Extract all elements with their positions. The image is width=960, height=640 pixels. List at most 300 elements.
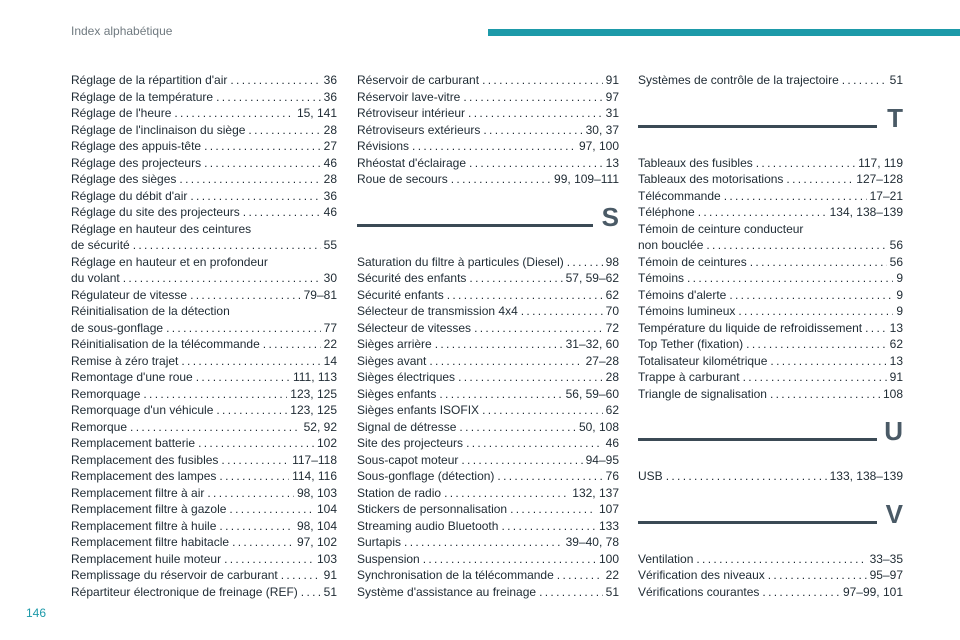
index-entry-page[interactable]: 30, 37 — [585, 122, 619, 137]
index-entry-page[interactable]: 14 — [323, 353, 337, 368]
index-entry — [357, 122, 619, 139]
index-entry-label: Triangle de signalisation — [638, 386, 767, 401]
index-entry — [638, 171, 903, 188]
index-entry-page[interactable]: 28 — [323, 172, 337, 186]
index-entry-page[interactable]: 98, 103 — [296, 485, 337, 500]
dot-leader — [469, 270, 562, 287]
index-entry-page[interactable]: 91 — [889, 370, 903, 384]
index-entry-label: Tableaux des motorisations — [638, 172, 784, 186]
index-entry-page[interactable]: 27–28 — [585, 353, 619, 368]
dot-leader — [750, 254, 887, 271]
index-entry-label: Télécommande — [638, 188, 721, 203]
index-entry — [638, 336, 903, 353]
entry-list — [71, 72, 337, 600]
index-entry-page[interactable]: 36 — [323, 188, 337, 203]
dot-leader — [698, 204, 827, 221]
index-entry — [357, 386, 619, 403]
index-entry-label: Remorque — [71, 419, 128, 434]
section-rule — [638, 125, 877, 128]
dot-leader — [501, 518, 596, 535]
dot-leader — [179, 171, 320, 188]
index-entry — [638, 551, 903, 568]
index-entry — [638, 237, 903, 254]
index-entry-label: Régulateur de vitesse — [71, 287, 188, 302]
index-entry-page[interactable]: 79–81 — [303, 287, 337, 302]
dot-leader — [706, 237, 886, 254]
dot-leader — [510, 501, 596, 518]
entry-list — [357, 254, 619, 601]
section-header-u — [638, 412, 903, 460]
dot-leader — [190, 287, 301, 304]
index-entry-label: Témoin de ceintures — [638, 254, 747, 269]
index-entry-label: Téléphone — [638, 205, 695, 219]
index-entry-label: Sous-gonflage (détection) — [357, 469, 495, 483]
dot-leader — [219, 468, 289, 485]
index-entry-page[interactable]: 117, 119 — [858, 155, 903, 170]
dot-leader — [770, 386, 880, 403]
index-entry — [638, 369, 903, 386]
dot-leader — [687, 270, 893, 287]
index-entry-page[interactable]: 117–118 — [292, 452, 337, 467]
index-entry-label: Répartiteur électronique de freinage (REF) — [71, 584, 298, 599]
section-rule — [638, 521, 877, 524]
section-header-t — [638, 99, 903, 147]
index-entry-label: Réglage de la répartition d'air — [71, 73, 228, 87]
index-entry-label: Sélecteur de vitesses — [357, 320, 472, 335]
index-entry-page[interactable]: 46 — [605, 436, 619, 450]
dot-leader — [439, 386, 562, 403]
index-entry-label: Streaming audio Bluetooth — [357, 518, 499, 533]
index-entry-page[interactable]: 107 — [598, 502, 619, 516]
dot-leader — [243, 204, 321, 221]
index-entry-label: Sécurité enfants — [357, 287, 444, 302]
entry-list — [638, 155, 903, 403]
index-entry — [71, 188, 337, 205]
index-entry — [71, 204, 337, 221]
index-entry — [638, 287, 903, 304]
index-entry — [71, 551, 337, 568]
index-entry-label: Remplacement filtre à huile — [71, 518, 217, 533]
index-entry-label: Sièges enfants — [357, 386, 437, 401]
index-entry-page[interactable]: 51 — [605, 584, 619, 599]
index-entry-label: Remplacement des fusibles — [71, 452, 219, 467]
index-entry — [638, 584, 903, 601]
index-entry-label: Réglage de la température — [71, 89, 214, 104]
index-entry — [357, 171, 619, 188]
index-entry-label: Remplacement huile moteur — [71, 551, 222, 566]
index-entry-page[interactable]: 22 — [323, 337, 337, 351]
index-entry-label: Remplacement batterie — [71, 436, 196, 450]
dot-leader — [435, 336, 563, 353]
dot-leader — [143, 386, 287, 403]
page-number: 146 — [26, 606, 47, 620]
index-entry — [357, 138, 619, 155]
index-entry-label: Sièges enfants ISOFIX — [357, 403, 480, 417]
index-entry-page[interactable]: 123, 125 — [290, 386, 337, 401]
dot-leader — [130, 419, 301, 436]
dot-leader — [743, 369, 887, 386]
index-entry-label: de sécurité — [71, 238, 130, 252]
index-column-3 — [638, 72, 903, 600]
dot-leader — [423, 551, 596, 568]
dot-leader — [557, 567, 603, 584]
index-entry-page[interactable]: 100 — [598, 551, 619, 566]
index-entry — [357, 518, 619, 535]
index-entry — [71, 452, 337, 469]
index-entry-label: Sélecteur de transmission 4x4 — [357, 304, 518, 318]
index-entry — [638, 204, 903, 221]
index-entry — [357, 320, 619, 337]
index-entry — [357, 551, 619, 568]
index-entry-page[interactable]: 13 — [889, 320, 903, 335]
index-entry — [71, 287, 337, 304]
index-entry-page[interactable]: 9 — [896, 271, 903, 285]
index-entry-page[interactable]: 133 — [598, 518, 619, 533]
dot-leader — [404, 534, 563, 551]
index-entry — [71, 518, 337, 535]
index-entry — [71, 534, 337, 551]
index-entry-page[interactable]: 22 — [605, 568, 619, 582]
index-entry — [638, 320, 903, 337]
index-entry-page[interactable]: 46 — [323, 205, 337, 219]
index-entry-page[interactable]: 97–99, 101 — [842, 584, 903, 599]
dot-leader — [482, 402, 603, 419]
index-entry-label: USB — [638, 469, 663, 483]
dot-leader — [207, 485, 294, 502]
index-entry-label: Synchronisation de la télécommande — [357, 568, 554, 582]
entry-list — [638, 551, 903, 601]
section-letter: S — [601, 201, 619, 232]
index-entry-label: Rétroviseurs extérieurs — [357, 122, 481, 137]
index-entry-page[interactable]: 51 — [323, 584, 337, 599]
index-entry-page[interactable]: 9 — [896, 287, 903, 302]
index-entry-page[interactable]: 95–97 — [869, 568, 903, 582]
index-entry — [357, 567, 619, 584]
dot-leader — [842, 72, 887, 89]
index-entry — [357, 353, 619, 370]
dot-leader — [133, 237, 321, 254]
index-entry-page[interactable]: 132, 137 — [572, 485, 619, 500]
index-entry-label: Totalisateur kilométrique — [638, 353, 768, 368]
index-entry-label: Station de radio — [357, 485, 442, 500]
index-entry-page[interactable]: 104 — [316, 502, 337, 516]
index-entry-label: Remplacement filtre à air — [71, 485, 205, 500]
index-entry-page[interactable]: 114, 116 — [292, 469, 337, 483]
dot-leader — [746, 336, 886, 353]
dot-leader — [539, 584, 603, 601]
index-entry-page[interactable]: 56 — [889, 238, 903, 252]
index-entry-page[interactable]: 133, 138–139 — [829, 469, 903, 483]
index-entry-page[interactable]: 77 — [323, 320, 337, 335]
index-entry-label: Top Tether (fixation) — [638, 337, 744, 351]
dot-leader — [497, 468, 602, 485]
index-entry-page[interactable]: 108 — [882, 386, 903, 401]
dot-leader — [729, 287, 893, 304]
index-entry-page[interactable]: 36 — [323, 89, 337, 104]
index-entry-label: Remorquage d'un véhicule — [71, 403, 214, 417]
index-entry-label: Témoins lumineux — [638, 304, 736, 318]
section-letter: U — [884, 416, 903, 446]
index-entry-label: Révisions — [357, 139, 410, 153]
index-entry-page[interactable]: 97 — [605, 89, 619, 104]
index-entry — [71, 138, 337, 155]
index-entry — [638, 188, 903, 205]
index-entry-label: Site des projecteurs — [357, 436, 464, 450]
index-entry-label: Réglage des sièges — [71, 172, 177, 186]
index-entry-page[interactable]: 30 — [323, 271, 337, 285]
index-entry — [357, 303, 619, 320]
index-entry-page[interactable]: 50, 108 — [578, 419, 619, 434]
index-entry-page[interactable]: 70 — [605, 304, 619, 318]
index-entry-page[interactable]: 91 — [323, 568, 337, 582]
index-entry — [71, 155, 337, 172]
index-entry-page[interactable]: 97, 102 — [296, 535, 337, 549]
index-entry — [71, 270, 337, 287]
dot-leader — [447, 287, 603, 304]
index-entry — [638, 254, 903, 271]
index-entry-label: Remplacement filtre habitacle — [71, 535, 230, 549]
index-entry-page[interactable]: 98 — [605, 254, 619, 269]
index-entry-page[interactable]: 72 — [605, 320, 619, 335]
index-entry-page[interactable]: 46 — [323, 155, 337, 170]
index-entry-page[interactable]: 102 — [316, 436, 337, 450]
index-entry-label: non bouclée — [638, 238, 704, 252]
dot-leader — [263, 336, 321, 353]
section-rule — [357, 224, 593, 227]
index-entry-label: Réglage des projecteurs — [71, 155, 202, 170]
index-entry-label: Remplissage du réservoir de carburant — [71, 568, 278, 582]
index-entry-label: du volant — [71, 271, 120, 285]
entry-list — [638, 468, 903, 485]
index-entry — [71, 105, 337, 122]
index-entry-label: Tableaux des fusibles — [638, 155, 753, 170]
index-entry-label: Remorquage — [71, 386, 141, 401]
index-entry-page[interactable]: 62 — [605, 287, 619, 302]
index-entry-page[interactable]: 99, 109–111 — [554, 172, 619, 186]
index-entry-page[interactable]: 33–35 — [869, 551, 903, 566]
index-entry-page[interactable]: 13 — [605, 155, 619, 170]
index-entry-page[interactable]: 123, 125 — [290, 403, 337, 417]
index-entry-page[interactable]: 91 — [605, 73, 619, 87]
index-entry — [357, 485, 619, 502]
index-entry-page[interactable]: 62 — [889, 337, 903, 351]
dot-leader — [123, 270, 321, 287]
index-entry-label: Signal de détresse — [357, 419, 457, 434]
index-entry-label: Réglage des appuis-tête — [71, 139, 202, 153]
index-entry-page[interactable]: 28 — [323, 122, 337, 137]
index-column-1 — [71, 72, 337, 600]
index-entry — [71, 419, 337, 436]
index-entry-label: Ventilation — [638, 551, 694, 566]
dot-leader — [174, 105, 294, 122]
index-entry-label: Sièges électriques — [357, 370, 456, 384]
dot-leader — [248, 122, 320, 139]
index-entry-label: Témoins — [638, 271, 685, 285]
index-entry-label: Sièges avant — [357, 353, 427, 368]
dot-leader — [459, 419, 576, 436]
index-entry — [357, 270, 619, 287]
index-entry-page[interactable]: 127–128 — [856, 172, 903, 186]
dot-leader — [166, 320, 321, 337]
index-entry-page[interactable]: 94–95 — [585, 452, 619, 467]
dot-leader — [219, 518, 294, 535]
index-entry-page[interactable]: 52, 92 — [303, 419, 337, 434]
index-entry-label: Roue de secours — [357, 172, 448, 186]
index-entry-label: Systèmes de contrôle de la trajectoire — [638, 73, 839, 87]
dot-leader — [468, 105, 603, 122]
index-entry — [357, 105, 619, 122]
index-entry-label: Vérifications courantes — [638, 584, 760, 599]
index-entry-page[interactable]: 62 — [605, 403, 619, 417]
index-entry — [71, 386, 337, 403]
index-entry — [71, 72, 337, 89]
dot-leader — [567, 254, 603, 271]
dot-leader — [482, 72, 603, 89]
dot-leader — [190, 188, 320, 205]
dot-leader — [198, 435, 314, 452]
index-entry-label: Réservoir de carburant — [357, 73, 480, 87]
dot-leader — [451, 171, 551, 188]
dot-leader — [770, 353, 886, 370]
index-entry — [357, 72, 619, 89]
index-entry-label: Réinitialisation de la télécommande — [71, 337, 260, 351]
dot-leader — [221, 452, 289, 469]
dot-leader — [458, 369, 603, 386]
index-entry — [71, 353, 337, 370]
index-entry-page[interactable]: 31 — [605, 106, 619, 120]
dot-leader — [724, 188, 867, 205]
dot-leader — [429, 353, 582, 370]
index-entry-page[interactable]: 51 — [889, 73, 903, 87]
index-entry — [638, 353, 903, 370]
entry-list — [357, 72, 619, 188]
index-entry — [357, 369, 619, 386]
index-entry — [357, 336, 619, 353]
index-entry-label: Vérification des niveaux — [638, 568, 765, 582]
index-entry — [357, 534, 619, 551]
dot-leader — [483, 122, 582, 139]
index-entry-page[interactable]: 13 — [889, 353, 903, 368]
index-entry-label: Remplacement des lampes — [71, 469, 217, 483]
index-entry — [71, 584, 337, 601]
index-entry — [638, 303, 903, 320]
index-entry-page[interactable]: 36 — [323, 73, 337, 87]
index-entry-page[interactable]: 31–32, 60 — [565, 337, 619, 351]
index-entry-heading: Témoin de ceinture conducteur — [638, 221, 804, 236]
index-entry — [71, 567, 337, 584]
index-entry — [638, 155, 903, 172]
index-entry-label: de sous-gonflage — [71, 320, 164, 335]
index-entry-label: Remplacement filtre à gazole — [71, 502, 227, 516]
index-entry — [357, 452, 619, 469]
index-entry — [357, 89, 619, 106]
index-entry-page[interactable]: 76 — [605, 469, 619, 483]
index-entry-label: Témoins d'alerte — [638, 287, 727, 302]
index-entry-page[interactable]: 27 — [323, 139, 337, 153]
index-entry — [357, 419, 619, 436]
index-entry-label: Sécurité des enfants — [357, 271, 467, 285]
index-entry — [71, 501, 337, 518]
index-entry — [638, 72, 903, 89]
index-entry-label: Surtapis — [357, 535, 402, 549]
index-entry — [638, 386, 903, 403]
index-entry-page[interactable]: 57, 59–62 — [565, 271, 619, 285]
dot-leader — [738, 303, 893, 320]
index-entry-page[interactable]: 134, 138–139 — [829, 205, 903, 219]
index-entry-page[interactable]: 56, 59–60 — [565, 386, 619, 401]
dot-leader — [204, 138, 321, 155]
section-header-v — [638, 495, 903, 543]
dot-leader — [229, 501, 314, 518]
header-accent-bar — [488, 29, 960, 36]
index-entry — [71, 468, 337, 485]
index-entry-page[interactable]: 111, 113 — [292, 370, 337, 384]
section-letter: V — [885, 498, 903, 529]
index-entry-page[interactable]: 9 — [896, 304, 903, 318]
entry-list — [638, 72, 903, 89]
header-title: Index alphabétique — [71, 24, 173, 38]
dot-leader — [756, 155, 855, 172]
index-entry-label: Remise à zéro trajet — [71, 353, 179, 368]
dot-leader — [474, 320, 603, 337]
dot-leader — [281, 567, 321, 584]
index-entry-page[interactable]: 55 — [323, 238, 337, 252]
index-entry-heading: Réglage en hauteur des ceintures — [71, 221, 252, 236]
index-entry — [357, 402, 619, 419]
index-entry-page[interactable]: 17–21 — [869, 188, 903, 203]
index-entry — [357, 287, 619, 304]
index-entry — [357, 435, 619, 452]
index-entry — [71, 320, 337, 337]
dot-leader — [666, 468, 827, 485]
dot-leader — [224, 551, 314, 568]
dot-leader — [762, 584, 840, 601]
dot-leader — [204, 155, 321, 172]
section-header-s — [357, 198, 619, 246]
index-entry — [357, 468, 619, 485]
index-entry-heading: Réglage en hauteur et en profondeur — [71, 254, 268, 269]
index-entry — [71, 336, 337, 353]
index-entry — [638, 270, 903, 287]
dot-leader — [469, 155, 603, 172]
index-entry — [71, 237, 337, 254]
index-entry-page[interactable]: 28 — [605, 370, 619, 384]
index-entry — [71, 171, 337, 188]
index-entry-label: Réglage de l'heure — [71, 106, 172, 120]
index-entry-page[interactable]: 15, 141 — [296, 106, 337, 120]
index-entry-page[interactable]: 39–40, 78 — [565, 535, 619, 549]
index-entry — [71, 369, 337, 386]
index-entry-page[interactable]: 56 — [889, 254, 903, 269]
dot-leader — [412, 138, 576, 155]
index-entry-page[interactable]: 97, 100 — [578, 139, 619, 153]
dot-leader — [463, 89, 602, 106]
index-entry-label: Système d'assistance au freinage — [357, 584, 537, 599]
dot-leader — [181, 353, 320, 370]
dot-leader — [461, 452, 582, 469]
index-entry-label: Réglage du site des projecteurs — [71, 205, 240, 219]
index-entry-page[interactable]: 103 — [316, 551, 337, 566]
dot-leader — [230, 72, 320, 89]
index-entry-page[interactable]: 98, 104 — [296, 518, 337, 533]
index-entry — [357, 155, 619, 172]
index-entry-label: Réservoir lave-vitre — [357, 89, 461, 104]
dot-leader — [216, 89, 321, 106]
index-entry-label: Rétroviseur intérieur — [357, 106, 466, 120]
index-entry-label: Saturation du filtre à particules (Diesel) — [357, 254, 564, 269]
dot-leader — [786, 171, 853, 188]
dot-leader — [196, 369, 290, 386]
